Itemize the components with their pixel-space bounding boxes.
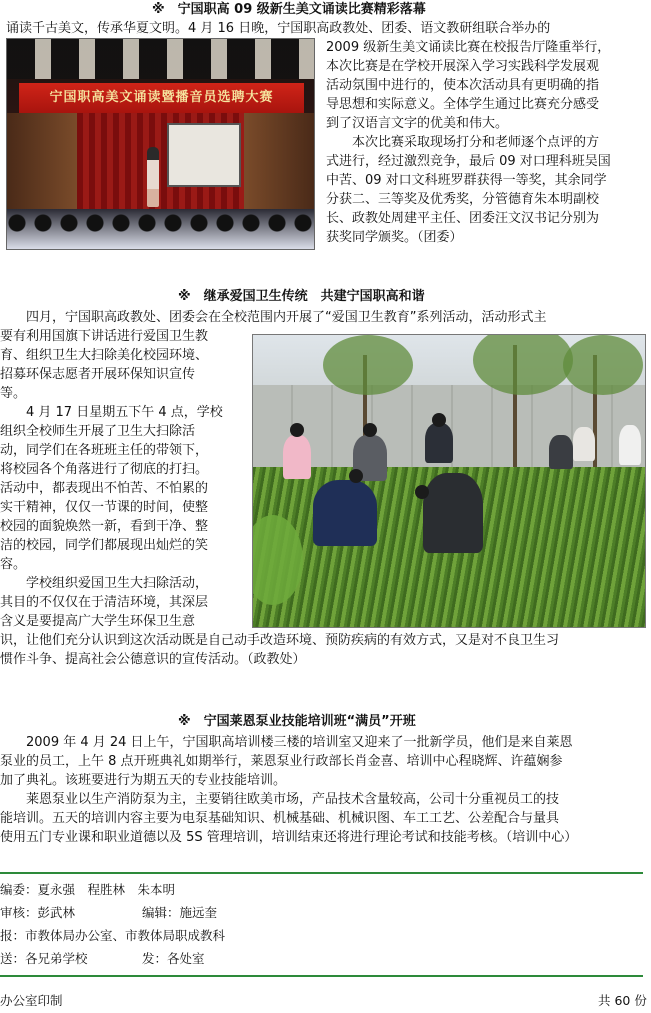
article2-line: 含义是要提高广大学生环保卫生意 bbox=[0, 614, 196, 629]
footer-bottom-rule bbox=[0, 975, 643, 977]
article2-line: 等。 bbox=[0, 386, 27, 401]
article3-line: 加了典礼。该班要进行为期五天的专业技能培训。 bbox=[0, 773, 287, 788]
article2-line: 其目的不仅仅在于清洁环境，其深层 bbox=[0, 595, 209, 610]
article2-line: 组织全校师生开展了卫生大扫除活 bbox=[0, 424, 196, 439]
article3-line: 莱恩泵业以生产消防泵为主，主要销往欧美市场，产品技术含量较高，公司十分重视员工的技 bbox=[0, 792, 560, 807]
article3-line: 使用五门专业课和职业道德以及 5S 管理培训，培训结束还将进行理论考试和技能考核。（培训中心） bbox=[0, 830, 578, 845]
footer-top-rule bbox=[0, 872, 643, 874]
article2-line: 洁的校园，同学们都展现出灿烂的笑 bbox=[0, 538, 209, 553]
article2-line: 识，让他们充分认识到这次活动既是自己动手改造环境、预防疾病的有效方式，又是对不良卫生习 bbox=[0, 633, 560, 648]
footer-report: 报：市教体局办公室、市教体局职成教科 bbox=[0, 928, 226, 943]
article2-line: 育、组织卫生大扫除美化校园环境、 bbox=[0, 348, 209, 363]
article3-line: 泵业的员工，上午 8 点开班典礼如期举行，莱恩泵业行政部长肖金喜、培训中心程晓辉、许蕴娴参 bbox=[0, 754, 563, 769]
article3-title: ※ 宁国莱恩泵业技能培训班“满员”开班 bbox=[178, 714, 416, 729]
footer-send: 送：各兄弟学校 bbox=[0, 951, 88, 966]
article2-line: 四月，宁国职高政教处、团委会在全校范围内开展了“爱国卫生教育”系列活动，活动形式主 bbox=[0, 310, 547, 325]
article1-line: 式进行，经过激烈竞争，最后 09 对口理科班吴国 bbox=[326, 154, 611, 169]
article3-line: 能培训。五天的培训内容主要为电泵基础知识、机械基础、机械识图、车工工艺、公差配合与量具 bbox=[0, 811, 560, 826]
article2-line: 活动中，都表现出不怕苦、不怕累的 bbox=[0, 481, 209, 496]
speaker-figure bbox=[147, 147, 159, 207]
article1-line: 分获二、三等奖及优秀奖，分管德育朱本明副校 bbox=[326, 192, 600, 207]
article2-line: 招募环保志愿者开展环保知识宣传 bbox=[0, 367, 196, 382]
article1-line: 本次比赛是在学校开展深入学习实践科学发展观 bbox=[326, 59, 600, 74]
article1-line: 2009 级新生美文诵读比赛在校报告厅隆重举行， bbox=[326, 40, 611, 55]
speech-contest-photo bbox=[6, 38, 315, 250]
cleaning-campaign-photo bbox=[252, 334, 646, 628]
article1-line: 到了汉语言文字的优美和伟大。 bbox=[326, 116, 509, 131]
article2-line: 容。 bbox=[0, 557, 27, 572]
article2-line: 要有利用国旗下讲话进行爱国卫生教 bbox=[0, 329, 209, 344]
article1-line: 中苦、09 对口文科班罗群获得一等奖，其余同学 bbox=[326, 173, 607, 188]
article2-line: 实干精神，仅仅一节课的时间，使整 bbox=[0, 500, 209, 515]
footer-issue: 发：各处室 bbox=[142, 951, 205, 966]
article1-body bbox=[326, 38, 644, 247]
article1-line: 诵读千古美文，传承华夏文明。4 月 16 日晚，宁国职高政教处、团委、语文教研组联合举办的 bbox=[6, 21, 551, 36]
article1-line: 导思想和实际意义。全体学生通过比赛充分感受 bbox=[326, 97, 600, 112]
article2-line: 4 月 17 日星期五下午 4 点，学校 bbox=[0, 405, 223, 420]
article2-line: 惯作斗争、提高社会公德意识的宣传活动。（政教处） bbox=[0, 652, 306, 667]
article2-line: 校园的面貌焕然一新，看到干净、整 bbox=[0, 519, 209, 534]
article1-line: 长、政教处周建平主任、团委汪文汉书记分别为 bbox=[326, 211, 600, 226]
article3-body bbox=[0, 733, 577, 847]
photo-banner-text: 宁国职高美文诵读暨播音员选聘大赛 bbox=[19, 83, 304, 113]
article1-title: ※ 宁国职高 09 级新生美文诵读比赛精彩落幕 bbox=[152, 2, 426, 17]
article2-line: 将校园各个角落进行了彻底的打扫。 bbox=[0, 462, 209, 477]
footer-editor: 编辑：施远奎 bbox=[142, 905, 218, 920]
article2-title: ※ 继承爱国卫生传统 共建宁国职高和谐 bbox=[178, 289, 425, 304]
footer-review: 审核：彭武林 bbox=[0, 905, 76, 920]
article1-line: 本次比赛采取现场打分和老师逐个点评的方 bbox=[326, 135, 600, 150]
article1-line: 活动氛围中进行的，使本次活动具有更明确的指 bbox=[326, 78, 600, 93]
footer-editors: 编委：夏永强 程胜林 朱本明 bbox=[0, 882, 176, 897]
article2-body-left bbox=[0, 327, 250, 631]
article2-line: 学校组织爱国卫生大扫除活动， bbox=[0, 576, 209, 591]
footer-printer: 办公室印制 bbox=[0, 993, 63, 1008]
article2-body-bottom bbox=[0, 631, 559, 669]
footer-copies: 共 60 份 bbox=[598, 993, 647, 1008]
article1-line: 获奖同学颁奖。（团委） bbox=[326, 230, 463, 245]
article3-line: 2009 年 4 月 24 日上午，宁国职高培训楼三楼的培训室又迎来了一批新学员，他们是来自莱恩 bbox=[0, 735, 573, 750]
article2-line: 动，同学们在各班班主任的带领下， bbox=[0, 443, 209, 458]
